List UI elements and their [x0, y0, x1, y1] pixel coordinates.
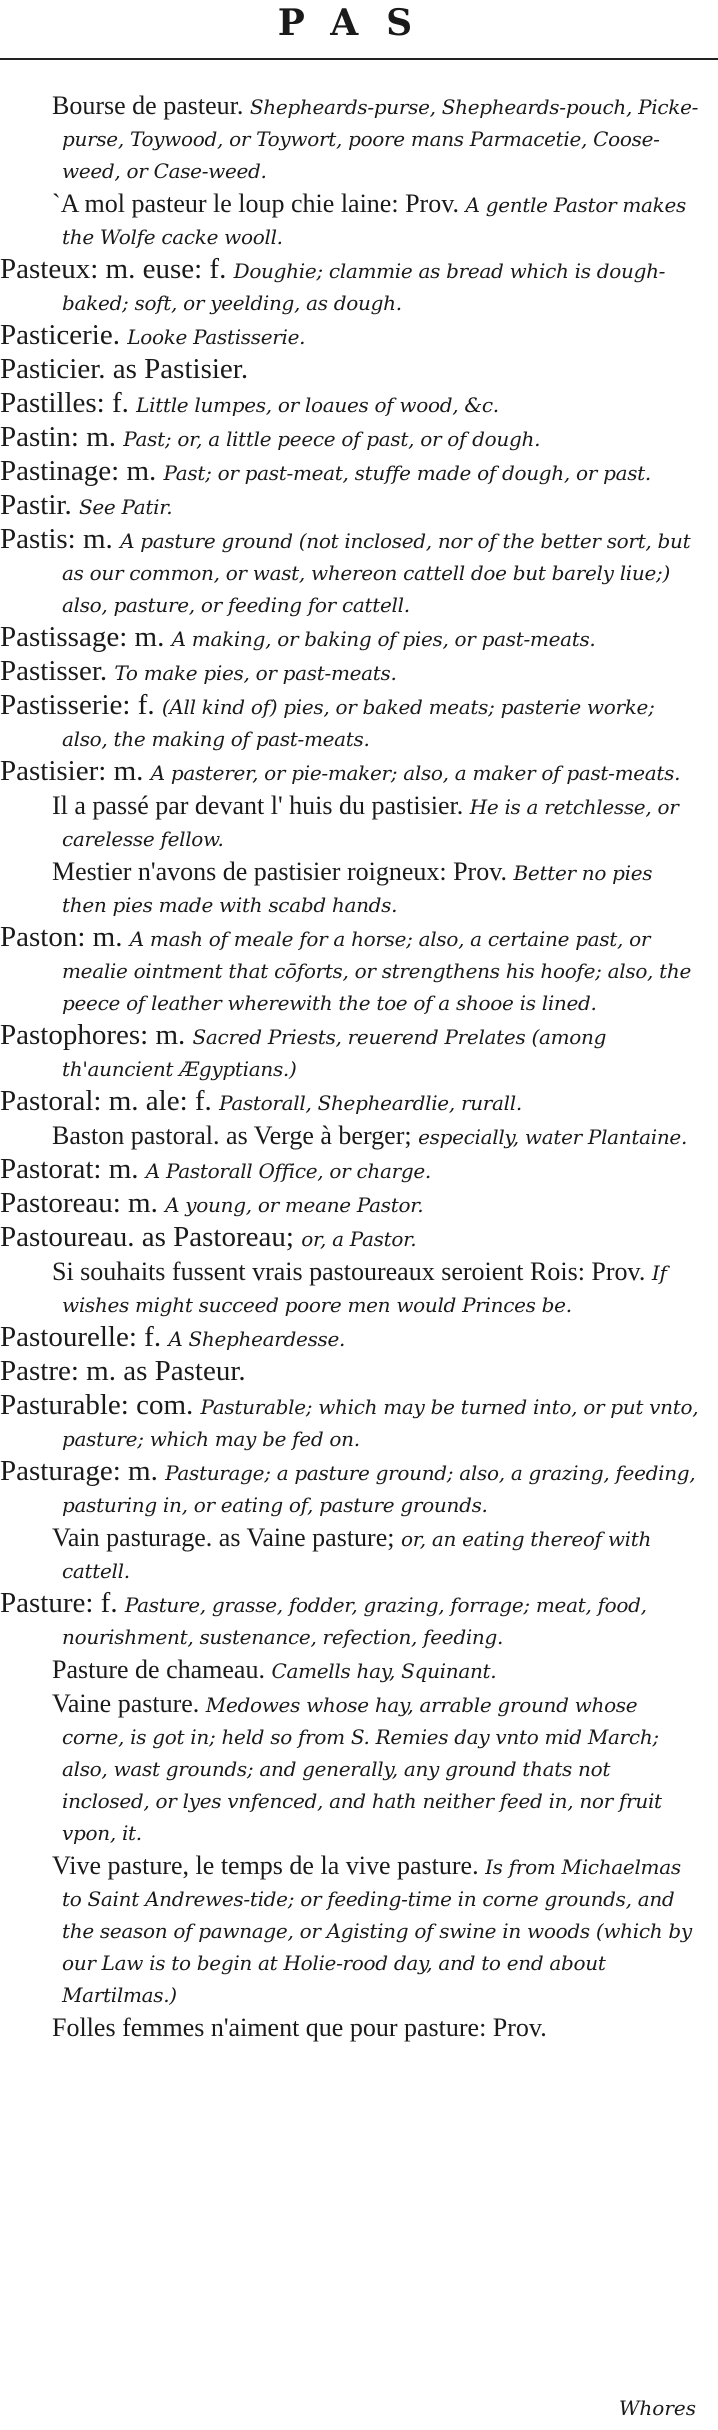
- entry-headword: Pastisser.: [0, 655, 115, 687]
- entry-headword: Pasture de chameau.: [52, 1655, 272, 1684]
- entry-headword: Paston: m.: [0, 921, 130, 953]
- entry-headword: Pasturable: com.: [0, 1389, 201, 1421]
- page-header: [0, 0, 718, 72]
- entry-definition: Sacred Priests, reuerend Prelates (among th'auncient Ægyptians.): [62, 1025, 607, 1081]
- dictionary-entry: [0, 1654, 718, 1688]
- entry-definition: A pasterer, or pie-maker; also, a maker of past-meats.: [150, 761, 681, 785]
- dictionary-entry: [0, 690, 718, 756]
- entry-definition: To make pies, or past-meats.: [114, 661, 397, 685]
- dictionary-entry: [0, 524, 718, 622]
- entry-definition: See Patir.: [78, 495, 173, 519]
- entry-headword: Il a passé par devant l' huis du pastisier.: [52, 791, 470, 820]
- entry-definition: A making, or baking of pies, or past-meats.: [171, 627, 596, 651]
- dictionary-entry: [0, 388, 718, 422]
- dictionary-entry: [0, 254, 718, 320]
- dictionary-entry: [0, 320, 718, 354]
- entry-headword: Pastin: m.: [0, 421, 124, 453]
- dictionary-entry: [0, 1188, 718, 1222]
- entry-definition: A Pastorall Office, or charge.: [145, 1159, 431, 1183]
- entry-headword: Pastorat: m.: [0, 1153, 146, 1185]
- entry-headword: Pasturage: m.: [0, 1455, 166, 1487]
- entry-headword: Pastoureau. as Pastoreau;: [0, 1221, 302, 1253]
- entry-headword: Pastoral: m. ale: f.: [0, 1085, 220, 1117]
- entry-definition: Pasturable; which may be turned into, or put vnto, pasture; which may be fed on.: [62, 1395, 699, 1451]
- entry-definition: If wishes might succeed poore men would Princes be.: [62, 1261, 667, 1317]
- entry-headword: Pastourelle: f.: [0, 1321, 169, 1353]
- entry-definition: A gentle Pastor makes the Wolfe cacke wooll.: [62, 193, 686, 249]
- entry-headword: Vaine pasture.: [52, 1689, 206, 1718]
- entry-headword: Vive pasture, le temps de la vive pasture.: [52, 1851, 486, 1880]
- entry-definition: Little lumpes, or loaues of wood, &c.: [136, 393, 499, 417]
- dictionary-entry: [0, 1356, 718, 1390]
- entry-headword: Vain pasturage. as Vaine pasture;: [52, 1523, 401, 1552]
- entry-headword: Pastre: m. as Pasteur.: [0, 1355, 246, 1387]
- entry-headword: Pasture: f.: [0, 1587, 125, 1619]
- dictionary-entry: [0, 188, 718, 254]
- dictionary-entry: [0, 790, 718, 856]
- entry-definition: Better no pies then pies made with scabd hands.: [62, 861, 653, 917]
- dictionary-entry: [0, 1456, 718, 1522]
- entry-definition: Pastorall, Shepheardlie, rurall.: [219, 1091, 522, 1115]
- entry-headword: Bourse de pasteur.: [52, 91, 250, 120]
- dictionary-entry: [0, 1688, 718, 1850]
- dictionary-entry: [0, 656, 718, 690]
- entry-definition: A Shepheardesse.: [168, 1327, 346, 1351]
- entry-headword: Pastilles: f.: [0, 387, 137, 419]
- entry-definition: Looke Pastisserie.: [127, 325, 306, 349]
- entry-headword: Pasteux: m. euse: f.: [0, 253, 234, 285]
- entry-headword: Pastis: m.: [0, 523, 121, 555]
- dictionary-entry: [0, 1020, 718, 1086]
- entry-definition: Pasturage; a pasture ground; also, a grazing, feeding, pasturing in, or eating of, pasture grounds.: [62, 1461, 696, 1517]
- dictionary-entry: [0, 2012, 718, 2046]
- entry-headword: Pastir.: [0, 489, 79, 521]
- dictionary-entry: [0, 756, 718, 790]
- entry-definition: Doughie; clammie as bread which is dough-baked; soft, or yeelding, as dough.: [62, 259, 666, 315]
- entry-definition: Camells hay, Squinant.: [271, 1659, 497, 1683]
- entry-definition: Pasture, grasse, fodder, grazing, forrage; meat, food, nourishment, sustenance, refection, feeding.: [62, 1593, 647, 1649]
- dictionary-entry: [0, 1120, 718, 1154]
- entry-headword: Si souhaits fussent vrais pastoureaux seroient Rois: Prov.: [52, 1257, 652, 1286]
- entry-headword: Pasticier. as Pastisier.: [0, 353, 249, 385]
- dictionary-entry: [0, 1154, 718, 1188]
- entry-headword: Pastisserie: f.: [0, 689, 162, 721]
- entry-definition: especially, water Plantaine.: [418, 1125, 688, 1149]
- entry-definition: He is a retchlesse, or carelesse fellow.: [62, 795, 679, 851]
- entry-definition: Shepheards-purse, Shepheards-pouch, Picke-purse, Toywood, or Toywort, poore mans Parmacetie, Coose-weed, or Case-weed.: [62, 95, 699, 183]
- dictionary-entry: [0, 354, 718, 388]
- dictionary-entry: [0, 922, 718, 1020]
- dictionary-entry: [0, 90, 718, 188]
- dictionary-entry: [0, 1322, 718, 1356]
- dictionary-entry: [0, 622, 718, 656]
- dictionary-entry: [0, 856, 718, 922]
- entry-headword: Baston pastoral. as Verge à berger;: [52, 1121, 419, 1150]
- dictionary-entry: [0, 456, 718, 490]
- entry-headword: Folles femmes n'aiment que pour pasture: Prov.: [52, 2013, 547, 2042]
- entry-definition: or, an eating thereof with cattell.: [62, 1527, 652, 1583]
- entry-headword: Pastisier: m.: [0, 755, 151, 787]
- catchword: Whores: [618, 2396, 696, 2420]
- entry-headword: Pastinage: m.: [0, 455, 164, 487]
- entry-headword: Pastissage: m.: [0, 621, 172, 653]
- dictionary-entry: [0, 1222, 718, 1256]
- entry-headword: Pastophores: m.: [0, 1019, 193, 1051]
- dictionary-entry: [0, 490, 718, 524]
- entry-definition: or, a Pastor.: [301, 1227, 417, 1251]
- entry-definition: Past; or, a little peece of past, or of dough.: [123, 427, 541, 451]
- entry-headword: `A mol pasteur le loup chie laine: Prov.: [52, 189, 466, 218]
- entry-definition: A pasture ground (not inclosed, nor of the better sort, but as our common, or wast, whereon cattell doe but barely liue;) also, pasture, or feeding for cattell.: [62, 529, 691, 617]
- dictionary-entry: [0, 1086, 718, 1120]
- dictionary-entry: [0, 422, 718, 456]
- entry-definition: Past; or past-meat, stuffe made of dough, or past.: [163, 461, 651, 485]
- dictionary-entry: [0, 1256, 718, 1322]
- dictionary-column: [0, 90, 718, 2046]
- entry-headword: Mestier n'avons de pastisier roigneux: Prov.: [52, 857, 514, 886]
- entry-definition: A mash of meale for a horse; also, a certaine past, or mealie ointment that cōforts, or strengthens his hoofe; also, the peece of leather wherewith the toe of a shooe is lined.: [62, 927, 692, 1015]
- dictionary-entry: [0, 1522, 718, 1588]
- entry-definition: A young, or meane Pastor.: [165, 1193, 424, 1217]
- entry-headword: Pasticerie.: [0, 319, 128, 351]
- dictionary-entry: [0, 1850, 718, 2012]
- page-title: PAS: [277, 2, 441, 44]
- header-rule: [0, 58, 718, 60]
- entry-definition: Medowes whose hay, arrable ground whose corne, is got in; held so from S. Remies day vnto mid March; also, wast grounds; and generally, any ground thats not inclosed, or lyes vnfenced, and hath neither feed in, nor fruit vpon, it.: [62, 1693, 662, 1845]
- dictionary-entry: [0, 1390, 718, 1456]
- entry-headword: Pastoreau: m.: [0, 1187, 166, 1219]
- entry-definition: (All kind of) pies, or baked meats; pasterie worke; also, the making of past-meats.: [62, 695, 655, 751]
- dictionary-entry: [0, 1588, 718, 1654]
- entry-definition: Is from Michaelmas to Saint Andrewes-tide; or feeding-time in corne grounds, and the season of pawnage, or Agisting of swine in woods (which by our Law is to begin at Holie-rood day, and to end about Martilmas.): [62, 1855, 692, 2007]
